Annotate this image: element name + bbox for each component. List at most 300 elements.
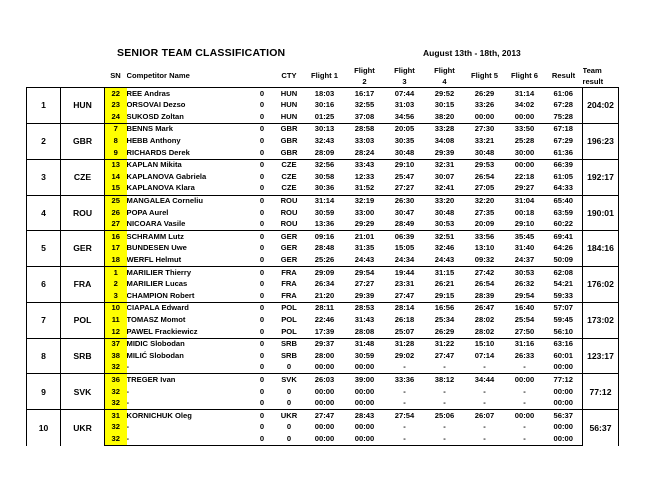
competitor-sn: 32 (105, 422, 127, 434)
flight-6-time: - (523, 422, 526, 432)
flight-4-time: 33:20 (425, 195, 465, 207)
table-row (27, 88, 619, 100)
competitor-name: SCHRAMM Lutz (127, 231, 251, 243)
competitor-sn: 36 (105, 374, 127, 386)
competitor-zero: 0 (251, 195, 274, 207)
flight-6-time: 00:00 (505, 111, 545, 123)
flight-4-time: 30:53 (425, 219, 465, 231)
competitor-zero: 0 (259, 314, 265, 324)
flight-3-time: 31:03 (394, 100, 415, 110)
competitor-name: KAPLANOVA Klara (127, 183, 251, 195)
table-header (27, 66, 619, 88)
competitor-sn: 9 (105, 147, 127, 159)
competitor-zero: 0 (251, 255, 274, 267)
flight-5-time: 32:20 (465, 195, 505, 207)
flight-6-time: 00:00 (505, 159, 545, 171)
competitor-zero: 0 (251, 302, 274, 314)
team-country: SVK (61, 374, 105, 410)
flight-5-time: 28:02 (474, 314, 495, 324)
flight-2-time: 27:27 (354, 279, 375, 289)
competitor-result: 59:45 (553, 314, 573, 324)
flight-3-time: 28:14 (385, 302, 425, 314)
flight-5-time: 27:30 (465, 123, 505, 135)
competitor-cty: CZE (281, 171, 297, 181)
competitor-sn: 24 (105, 111, 127, 123)
column-header-flight-2-line1: Flight (354, 66, 375, 75)
flight-5-time: 28:39 (465, 290, 505, 302)
competitor-cty: GBR (274, 147, 305, 159)
column-header-flight-2-line2: 2 (362, 76, 367, 86)
competitor-result: 57:07 (545, 302, 583, 314)
competitor-cty: HUN (274, 111, 305, 123)
competitor-cty: UKR (274, 410, 305, 422)
flight-4-time: 29:39 (425, 147, 465, 159)
flight-5-time: 00:00 (465, 111, 505, 123)
competitor-sn: 32 (105, 386, 127, 398)
competitor-name: ORSOVAI Dezso (126, 100, 186, 110)
competitor-name: KORNICHUK Oleg (127, 410, 251, 422)
flight-4-time: 38:12 (425, 374, 465, 386)
table-row (27, 255, 619, 267)
flight-6-time: 29:54 (505, 290, 545, 302)
flight-3-time: - (385, 398, 425, 410)
competitor-cty: FRA (274, 267, 305, 279)
competitor-zero: 0 (251, 111, 274, 123)
flight-6-time: 00:00 (505, 410, 545, 422)
table-row (27, 279, 619, 291)
flight-2-time: 28:08 (345, 326, 385, 338)
team-result: 192:17 (583, 159, 619, 195)
table-body (27, 88, 619, 446)
competitor-cty: HUN (274, 88, 305, 100)
competitor-cty: ROU (274, 195, 305, 207)
table-row (27, 267, 619, 279)
competitor-result: 62:08 (545, 267, 583, 279)
competitor-result: 00:00 (545, 433, 583, 445)
flight-6-time: 26:32 (514, 279, 535, 289)
column-header-country (61, 66, 105, 88)
flight-1-time: 30:58 (314, 171, 335, 181)
flight-6-time: 30:00 (505, 147, 545, 159)
team-result: 176:02 (583, 267, 619, 303)
flight-2-time: 31:52 (345, 183, 385, 195)
table-row (27, 231, 619, 243)
table-row (27, 422, 619, 434)
flight-4-time: 29:15 (425, 290, 465, 302)
team-result: 123:17 (583, 338, 619, 374)
team-rank: 7 (27, 302, 61, 338)
team-result: 77:12 (583, 374, 619, 410)
flight-5-time: 27:05 (465, 183, 505, 195)
flight-1-time: 28:00 (314, 350, 335, 360)
flight-2-time: 28:58 (345, 123, 385, 135)
competitor-sn: 26 (105, 207, 127, 219)
column-header-result: Result (545, 66, 583, 88)
competitor-name: RICHARDS Derek (127, 147, 251, 159)
flight-1-time: 27:47 (305, 410, 345, 422)
competitor-zero: 0 (259, 422, 265, 432)
column-header-flight-4-line1: Flight (434, 66, 455, 75)
team-result: 190:01 (583, 195, 619, 231)
flight-2-time: 28:53 (345, 302, 385, 314)
flight-4-time: - (425, 362, 465, 374)
competitor-sn: 31 (105, 410, 127, 422)
competitor-zero: 0 (251, 231, 274, 243)
competitor-name: - (127, 362, 251, 374)
flight-4-time: 25:06 (425, 410, 465, 422)
flight-3-time: 33:36 (385, 374, 425, 386)
competitor-name: MANGALEA Corneliu (127, 195, 251, 207)
table-row (27, 136, 619, 148)
competitor-zero: 0 (251, 290, 274, 302)
flight-2-time: 28:43 (345, 410, 385, 422)
flight-2-time: 31:43 (354, 314, 375, 324)
classification-table (26, 66, 619, 446)
team-country: SRB (61, 338, 105, 374)
flight-5-time: - (465, 433, 505, 445)
flight-4-time: 33:28 (425, 123, 465, 135)
team-result: 56:37 (583, 410, 619, 446)
team-country: FRA (61, 267, 105, 303)
competitor-zero: 0 (259, 171, 265, 181)
flight-6-time: 31:04 (505, 195, 545, 207)
flight-3-time: - (385, 362, 425, 374)
flight-6-time: - (505, 398, 545, 410)
table-row (27, 326, 619, 338)
team-country: UKR (61, 410, 105, 446)
flight-2-time: 32:19 (345, 195, 385, 207)
flight-5-time: 33:21 (474, 136, 495, 146)
competitor-name: BENNS Mark (127, 123, 251, 135)
flight-6-time: 24:37 (505, 255, 545, 267)
flight-3-time: - (403, 386, 406, 396)
competitor-cty: ROU (280, 207, 298, 217)
flight-2-time: 00:00 (345, 398, 385, 410)
flight-3-time: - (385, 433, 425, 445)
flight-5-time: 30:48 (465, 147, 505, 159)
flight-3-time: 06:39 (385, 231, 425, 243)
flight-4-time: 25:34 (434, 314, 455, 324)
flight-3-time: 29:10 (385, 159, 425, 171)
column-header-sn: SN (105, 66, 127, 88)
flight-1-time: 22:46 (314, 314, 335, 324)
competitor-name: TOMASZ Momot (126, 314, 186, 324)
flight-1-time: 26:03 (305, 374, 345, 386)
classification-table-container (26, 66, 618, 446)
flight-1-time: 18:03 (305, 88, 345, 100)
competitor-name: MILIĆ Slobodan (126, 350, 184, 360)
competitor-sn: 13 (105, 159, 127, 171)
table-row (27, 183, 619, 195)
flight-3-time: 25:07 (385, 326, 425, 338)
team-country: GER (61, 231, 105, 267)
flight-5-time: - (465, 398, 505, 410)
flight-4-time: 26:29 (425, 326, 465, 338)
flight-1-time: 29:09 (305, 267, 345, 279)
column-header-team-result (583, 66, 619, 88)
competitor-result: 61:36 (545, 147, 583, 159)
flight-1-time: 26:34 (314, 279, 335, 289)
flight-4-time: - (443, 386, 446, 396)
flight-6-time: 16:40 (505, 302, 545, 314)
flight-1-time: 25:26 (305, 255, 345, 267)
flight-2-time: 00:00 (345, 362, 385, 374)
competitor-cty: POL (274, 302, 305, 314)
competitor-name: - (126, 386, 130, 396)
competitor-result: 00:00 (553, 386, 573, 396)
flight-5-time: - (465, 362, 505, 374)
competitor-cty: GER (280, 243, 298, 253)
flight-4-time: - (443, 422, 446, 432)
competitor-cty: 0 (274, 433, 305, 445)
table-row (27, 290, 619, 302)
competitor-name: KAPLAN Mikita (127, 159, 251, 171)
flight-3-time: 30:47 (394, 207, 415, 217)
competitor-zero: 0 (251, 183, 274, 195)
team-country: CZE (61, 159, 105, 195)
competitor-name: WERFL Helmut (127, 255, 251, 267)
competitor-sn: 23 (105, 100, 127, 112)
flight-2-time: 33:00 (354, 207, 375, 217)
competitor-cty: FRA (274, 290, 305, 302)
flight-3-time: 07:44 (385, 88, 425, 100)
page-title: SENIOR TEAM CLASSIFICATION (117, 47, 286, 59)
team-rank: 9 (27, 374, 61, 410)
competitor-zero: 0 (251, 219, 274, 231)
competitor-result: 63:16 (545, 338, 583, 350)
flight-6-time: 29:10 (505, 219, 545, 231)
table-row (27, 302, 619, 314)
competitor-sn: 17 (105, 243, 127, 255)
competitor-cty: FRA (281, 279, 297, 289)
competitor-result: 67:29 (553, 136, 573, 146)
competitor-name: CIAPALA Edward (127, 302, 251, 314)
column-header-cty: CTY (274, 66, 305, 88)
competitor-sn: 22 (105, 88, 127, 100)
competitor-zero: 0 (251, 123, 274, 135)
flight-2-time: 28:24 (345, 147, 385, 159)
competitor-name: REE Andras (127, 88, 251, 100)
column-header-flight-6: Flight 6 (505, 66, 545, 88)
table-row (27, 362, 619, 374)
flight-6-time: - (523, 386, 526, 396)
competitor-sn: 32 (105, 398, 127, 410)
document-header (0, 47, 650, 65)
flight-4-time: 30:15 (434, 100, 455, 110)
flight-1-time: 00:00 (305, 433, 345, 445)
table-row (27, 374, 619, 386)
competitor-result: 59:33 (545, 290, 583, 302)
team-rank: 4 (27, 195, 61, 231)
flight-2-time: 33:03 (354, 136, 375, 146)
competitor-zero: 0 (259, 207, 265, 217)
flight-5-time: 34:44 (465, 374, 505, 386)
competitor-sn: 1 (105, 267, 127, 279)
competitor-sn: 3 (105, 290, 127, 302)
flight-1-time: 00:00 (314, 386, 335, 396)
flight-1-time: 29:37 (305, 338, 345, 350)
team-rank: 3 (27, 159, 61, 195)
competitor-sn: 10 (105, 302, 127, 314)
column-header-flight-4 (425, 66, 465, 88)
table-row (27, 111, 619, 123)
competitor-cty: CZE (274, 159, 305, 171)
flight-5-time: 07:14 (474, 350, 495, 360)
flight-4-time: 24:43 (425, 255, 465, 267)
competitor-result: 67:28 (553, 100, 573, 110)
flight-6-time: 27:50 (505, 326, 545, 338)
flight-2-time: 31:48 (345, 338, 385, 350)
table-row (27, 433, 619, 445)
competitor-sn: 7 (105, 123, 127, 135)
competitor-zero: 0 (259, 243, 265, 253)
flight-6-time: 26:33 (514, 350, 535, 360)
competitor-name: POPA Aurel (126, 207, 169, 217)
competitor-cty: POL (274, 326, 305, 338)
flight-4-time: 27:47 (434, 350, 455, 360)
table-header-row (27, 66, 619, 88)
flight-4-time: 31:22 (425, 338, 465, 350)
flight-3-time: 31:28 (385, 338, 425, 350)
flight-1-time: 00:00 (314, 422, 335, 432)
competitor-name: MIDIC Slobodan (127, 338, 251, 350)
competitor-result: 60:22 (545, 219, 583, 231)
flight-6-time: 31:40 (514, 243, 535, 253)
event-date-range: August 13th - 18th, 2013 (423, 48, 521, 58)
competitor-sn: 14 (105, 171, 127, 183)
flight-1-time: 28:48 (314, 243, 335, 253)
table-row (27, 171, 619, 183)
table-row (27, 338, 619, 350)
flight-1-time: 30:36 (305, 183, 345, 195)
competitor-cty: GBR (274, 123, 305, 135)
flight-4-time: 38:20 (425, 111, 465, 123)
flight-3-time: 23:31 (394, 279, 415, 289)
competitor-sn: 12 (105, 326, 127, 338)
flight-3-time: 26:18 (394, 314, 415, 324)
flight-3-time: 28:49 (385, 219, 425, 231)
flight-3-time: 19:44 (385, 267, 425, 279)
flight-6-time: - (505, 433, 545, 445)
flight-5-time: 15:10 (465, 338, 505, 350)
team-country: POL (61, 302, 105, 338)
flight-1-time: 32:56 (305, 159, 345, 171)
table-row (27, 386, 619, 398)
competitor-name: KAPLANOVA Gabriela (126, 171, 207, 181)
competitor-zero: 0 (251, 267, 274, 279)
flight-2-time: 33:43 (345, 159, 385, 171)
flight-4-time: 30:48 (434, 207, 455, 217)
team-country: GBR (61, 123, 105, 159)
competitor-sn: 2 (105, 279, 127, 291)
column-header-team-result-line2: result (582, 76, 604, 86)
column-header-competitor-name: Competitor Name (127, 66, 251, 88)
table-row (27, 100, 619, 112)
flight-1-time: 09:16 (305, 231, 345, 243)
competitor-result: 64:26 (553, 243, 573, 253)
competitor-zero: 0 (251, 410, 274, 422)
competitor-sn: 27 (105, 219, 127, 231)
flight-4-time: 30:07 (434, 171, 455, 181)
team-rank: 8 (27, 338, 61, 374)
table-row (27, 195, 619, 207)
flight-5-time: 20:09 (465, 219, 505, 231)
team-result: 184:16 (583, 231, 619, 267)
flight-5-time: 26:47 (465, 302, 505, 314)
flight-5-time: 33:56 (465, 231, 505, 243)
competitor-result: 54:21 (553, 279, 573, 289)
competitor-result: 61:06 (545, 88, 583, 100)
flight-6-time: 00:18 (514, 207, 535, 217)
competitor-zero: 0 (251, 362, 274, 374)
flight-4-time: 31:15 (425, 267, 465, 279)
flight-3-time: 34:56 (385, 111, 425, 123)
competitor-zero: 0 (251, 374, 274, 386)
flight-6-time: 29:27 (505, 183, 545, 195)
flight-1-time: 21:20 (305, 290, 345, 302)
competitor-result: 50:09 (545, 255, 583, 267)
flight-6-time: 34:02 (514, 100, 535, 110)
competitor-sn: 8 (105, 136, 127, 148)
flight-3-time: 29:02 (394, 350, 415, 360)
competitor-zero: 0 (259, 279, 265, 289)
flight-6-time: 25:28 (514, 136, 535, 146)
flight-3-time: 25:47 (394, 171, 415, 181)
flight-6-time: 00:00 (505, 374, 545, 386)
flight-2-time: 31:35 (354, 243, 375, 253)
flight-6-time: 31:16 (505, 338, 545, 350)
flight-1-time: 01:25 (305, 111, 345, 123)
flight-4-time: - (425, 398, 465, 410)
competitor-result: 67:18 (545, 123, 583, 135)
competitor-name: - (126, 422, 130, 432)
table-row (27, 207, 619, 219)
team-result: 204:02 (583, 88, 619, 124)
competitor-sn: 25 (105, 195, 127, 207)
competitor-result: 66:39 (545, 159, 583, 171)
flight-2-time: 00:00 (345, 433, 385, 445)
table-row (27, 159, 619, 171)
competitor-name: - (127, 398, 251, 410)
competitor-sn: 16 (105, 231, 127, 243)
competitor-name: HEBB Anthony (126, 136, 181, 146)
flight-5-time: 26:29 (465, 88, 505, 100)
competitor-result: 69:41 (545, 231, 583, 243)
flight-2-time: 24:43 (345, 255, 385, 267)
competitor-zero: 0 (251, 433, 274, 445)
competitor-result: 64:33 (545, 183, 583, 195)
flight-5-time: 26:54 (474, 279, 495, 289)
competitor-sn: 32 (105, 362, 127, 374)
flight-6-time: 33:50 (505, 123, 545, 135)
flight-6-time: 30:53 (505, 267, 545, 279)
table-row (27, 410, 619, 422)
competitor-name: CHAMPION Robert (127, 290, 251, 302)
flight-2-time: 21:01 (345, 231, 385, 243)
flight-4-time: 32:41 (425, 183, 465, 195)
flight-1-time: 30:59 (314, 207, 335, 217)
team-rank: 5 (27, 231, 61, 267)
competitor-zero: 0 (251, 159, 274, 171)
competitor-cty: 0 (274, 398, 305, 410)
team-country: ROU (61, 195, 105, 231)
competitor-name: MARILIER Lucas (126, 279, 188, 289)
team-country: HUN (61, 88, 105, 124)
competitor-result: 00:00 (553, 422, 573, 432)
competitor-result: 56:10 (545, 326, 583, 338)
flight-2-time: 29:29 (345, 219, 385, 231)
flight-5-time: 26:54 (474, 171, 495, 181)
